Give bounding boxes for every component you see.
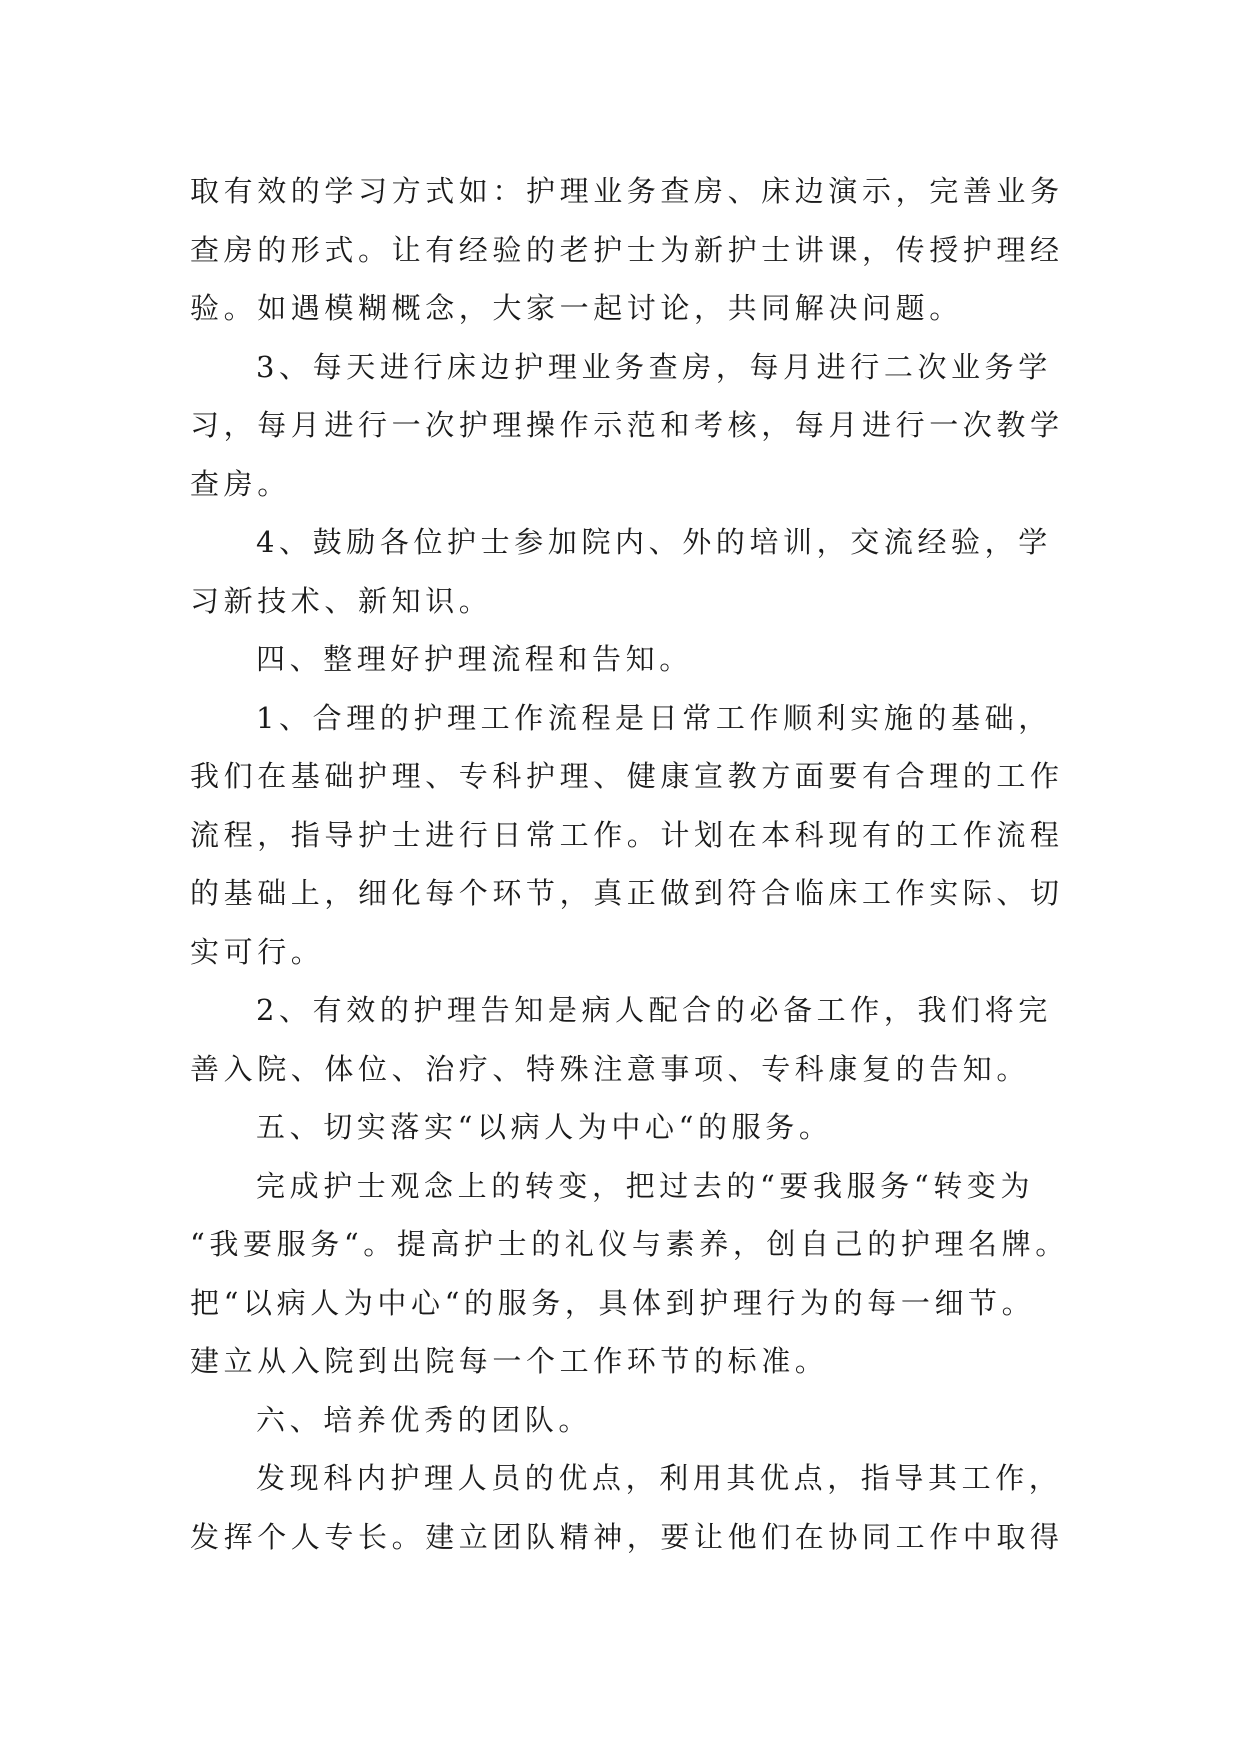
text-line: 的基础上，细化每个环节，真正做到符合临床工作实际、切	[190, 876, 1064, 910]
text-line: 发挥个人专长。建立团队精神，要让他们在协同工作中取得	[190, 1519, 1064, 1554]
text-line: 建立从入院到出院每一个工作环节的标准。	[190, 1344, 829, 1378]
text-line: 五、切实落实“以病人为中心“的服务。	[256, 1110, 833, 1144]
text-line: 习新技术、新知识。	[190, 583, 493, 618]
text-line: 我们在基础护理、专科护理、健康宣教方面要有合理的工作	[190, 759, 1064, 793]
text-line: 四、整理好护理流程和告知。	[256, 642, 693, 676]
text-line: 验。如遇模糊概念，大家一起讨论，共同解决问题。	[190, 291, 963, 325]
text-line: 习，每月进行一次护理操作示范和考核，每月进行一次教学	[190, 408, 1064, 442]
text-line: 4、鼓励各位护士参加院内、外的培训，交流经验，学	[256, 525, 1052, 559]
text-line: 2、有效的护理告知是病人配合的必备工作，我们将完	[256, 993, 1052, 1027]
text-line: “我要服务“。提高护士的礼仪与素养，创自己的护理名牌。	[190, 1227, 1069, 1261]
text-line: 3、每天进行床边护理业务查房，每月进行二次业务学	[256, 349, 1052, 384]
text-line: 把“以病人为中心“的服务，具体到护理行为的每一细节。	[190, 1285, 1036, 1320]
text-line: 六、培养优秀的团队。	[256, 1402, 593, 1437]
text-line: 善入院、体位、治疗、特殊注意事项、专科康复的告知。	[190, 1051, 1031, 1086]
text-line: 流程，指导护士进行日常工作。计划在本科现有的工作流程	[190, 817, 1064, 852]
text-line: 查房。	[190, 466, 291, 501]
text-line: 1、合理的护理工作流程是日常工作顺利实施的基础，	[256, 700, 1052, 735]
text-line: 完成护士观念上的转变，把过去的“要我服务“转变为	[256, 1168, 1035, 1203]
text-line: 查房的形式。让有经验的老护士为新护士讲课，传授护理经	[190, 232, 1064, 267]
document-body	[190, 162, 1069, 1566]
text-line: 发现科内护理人员的优点，利用其优点，指导其工作，	[256, 1461, 1063, 1495]
text-line: 实可行。	[190, 934, 325, 969]
text-line: 取有效的学习方式如：护理业务查房、床边演示，完善业务	[190, 174, 1064, 208]
